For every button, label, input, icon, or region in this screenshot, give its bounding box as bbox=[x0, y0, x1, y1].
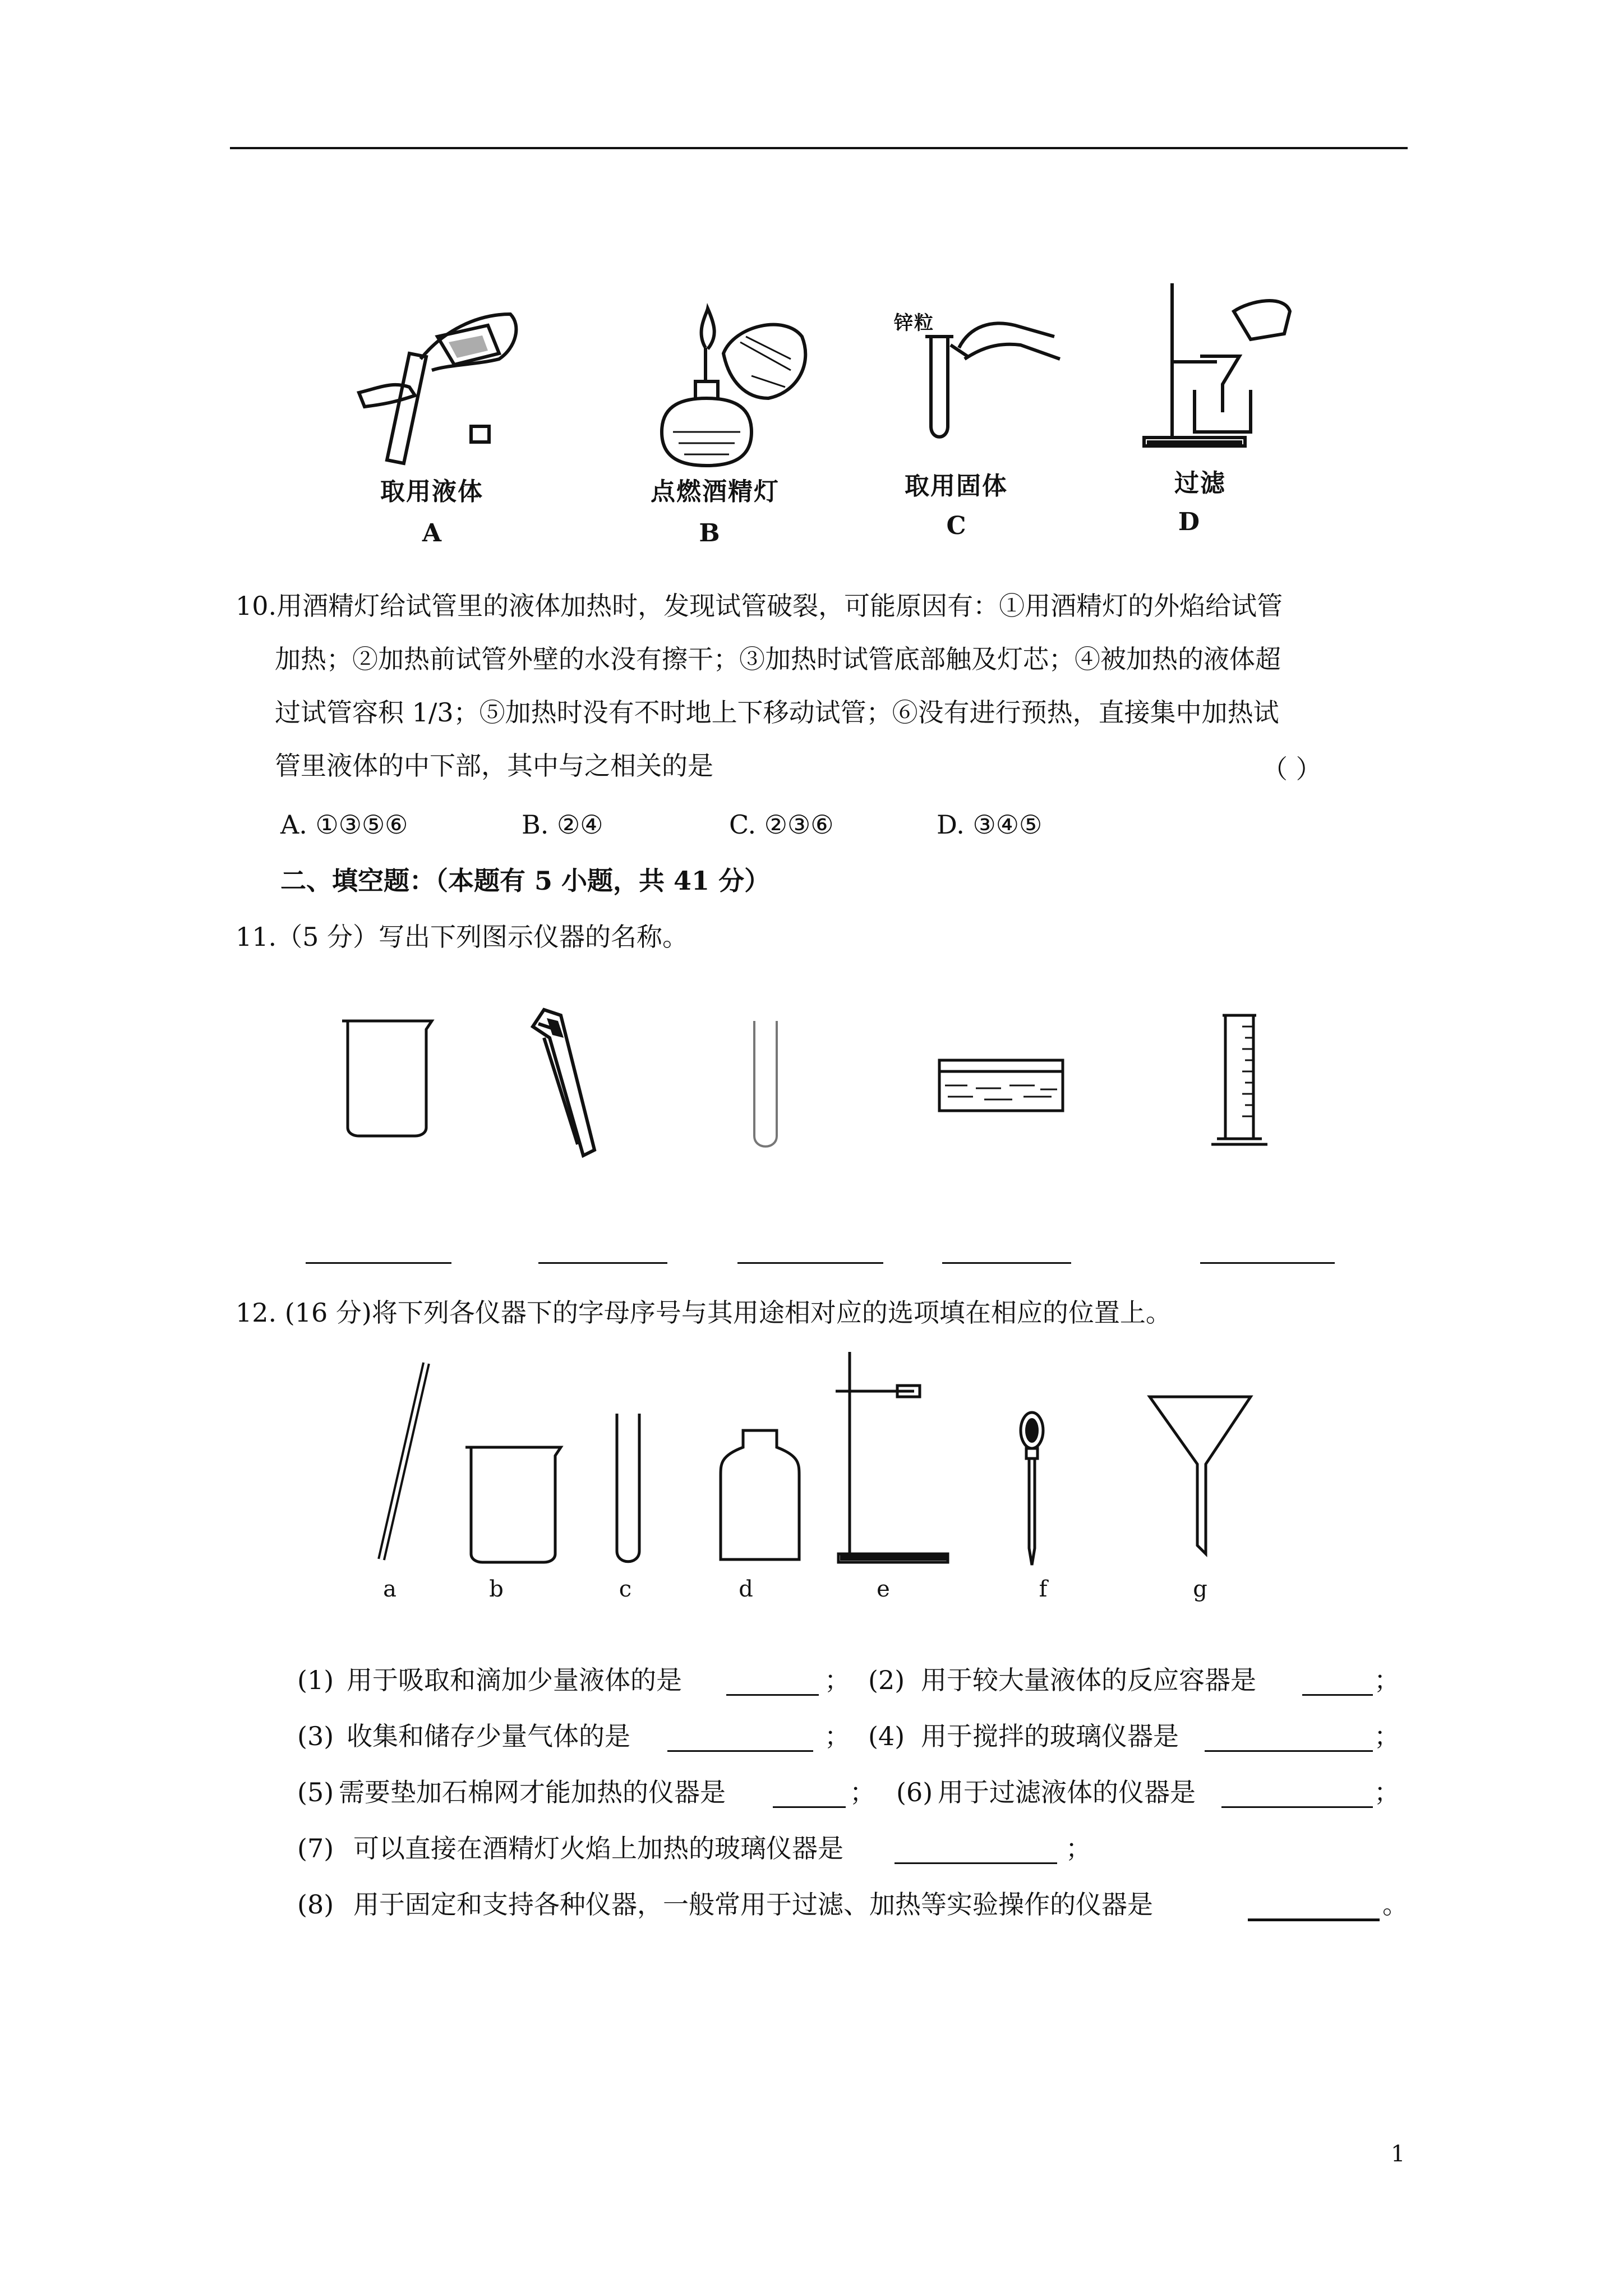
letter-c: C bbox=[946, 512, 966, 540]
caption-a: 取用液体 bbox=[380, 477, 483, 506]
q12-item-7-number: (7) bbox=[297, 1833, 334, 1864]
q12-item-2-blank[interactable] bbox=[1302, 1694, 1373, 1696]
q11-answer-blank-1[interactable] bbox=[306, 1262, 451, 1264]
q11-test-tube-clamp-icon bbox=[522, 1004, 611, 1161]
q12-dropper-icon bbox=[1015, 1408, 1049, 1571]
q12-item-6-end: ； bbox=[1374, 1777, 1400, 1807]
q10-option-c: C. ②③⑥ bbox=[729, 809, 834, 840]
q12-test-tube-icon bbox=[611, 1411, 645, 1568]
q12-item-5-number: (5) bbox=[297, 1777, 334, 1807]
q11-answer-blank-4[interactable] bbox=[942, 1262, 1071, 1264]
q12-item-8-text: 用于固定和支持各种仪器，一般常用于过滤、加热等实验操作的仪器是 bbox=[353, 1889, 1153, 1920]
q10-line-4: 管里液体的中下部，其中与之相关的是 bbox=[275, 751, 713, 781]
letter-d: D bbox=[1178, 508, 1200, 536]
q10-option-d: D. ③④⑤ bbox=[937, 809, 1043, 840]
q11-evaporating-dish-icon bbox=[934, 1055, 1068, 1116]
q12-label-g: g bbox=[1193, 1576, 1207, 1602]
q10-option-a: A. ①③⑤⑥ bbox=[280, 809, 408, 840]
q11-test-tube-icon bbox=[749, 1018, 782, 1153]
section-2-title: 二、填空题：（本题有 5 小题，共 41 分） bbox=[280, 866, 771, 896]
q12-item-2-number: (2) bbox=[868, 1665, 905, 1695]
q12-funnel-icon bbox=[1144, 1391, 1256, 1559]
letter-b: B bbox=[699, 519, 720, 547]
figure-b-lighting-lamp bbox=[639, 303, 813, 477]
q11-prompt: 11.（5 分）写出下列图示仪器的名称。 bbox=[236, 922, 689, 952]
q10-answer-paren: （ ） bbox=[1262, 754, 1322, 784]
q12-label-a: a bbox=[383, 1576, 396, 1602]
q12-item-8-blank[interactable] bbox=[1248, 1918, 1380, 1921]
q12-label-d: d bbox=[739, 1576, 753, 1602]
q11-answer-blank-5[interactable] bbox=[1200, 1262, 1335, 1264]
q12-item-1-number: (1) bbox=[297, 1665, 334, 1695]
q11-graduated-cylinder-icon bbox=[1206, 1010, 1273, 1150]
q12-item-6-number: (6) bbox=[896, 1777, 933, 1807]
q12-item-3-text: 收集和储存少量气体的是 bbox=[347, 1721, 630, 1751]
q12-item-7-end: ； bbox=[1066, 1833, 1091, 1864]
q10-option-b: B. ②④ bbox=[522, 809, 603, 840]
figure-d-filtration bbox=[1138, 283, 1307, 457]
q12-item-4-text: 用于搅拌的玻璃仪器是 bbox=[921, 1721, 1179, 1751]
q12-label-f: f bbox=[1039, 1576, 1048, 1602]
q12-gas-jar-icon bbox=[715, 1425, 805, 1568]
figure-a-liquid-pouring bbox=[348, 303, 533, 471]
letter-a: A bbox=[422, 519, 442, 547]
q12-item-8-number: (8) bbox=[297, 1889, 334, 1920]
q12-item-3-blank[interactable] bbox=[667, 1750, 813, 1752]
q12-item-2-text: 用于较大量液体的反应容器是 bbox=[921, 1665, 1256, 1695]
q12-label-b: b bbox=[489, 1576, 504, 1602]
q12-item-5-text: 需要垫加石棉网才能加热的仪器是 bbox=[339, 1777, 726, 1807]
caption-c: 取用固体 bbox=[905, 472, 1008, 500]
q12-label-c: c bbox=[619, 1576, 632, 1602]
q12-item-7-text: 可以直接在酒精灯火焰上加热的玻璃仪器是 bbox=[353, 1833, 843, 1864]
q12-label-e: e bbox=[877, 1576, 890, 1602]
label-zinc: 锌粒 bbox=[894, 312, 934, 334]
q12-item-4-blank[interactable] bbox=[1205, 1750, 1373, 1752]
q12-prompt: 12. (16 分)将下列各仪器下的字母序号与其用途相对应的选项填在相应的位置上。 bbox=[236, 1297, 1172, 1328]
q10-line-1: 10.用酒精灯给试管里的液体加热时，发现试管破裂，可能原因有：①用酒精灯的外焰给试管 bbox=[236, 591, 1283, 621]
caption-b: 点燃酒精灯 bbox=[651, 477, 780, 506]
header-rule bbox=[230, 147, 1408, 149]
q12-item-1-text: 用于吸取和滴加少量液体的是 bbox=[347, 1665, 682, 1695]
q12-item-8-end: 。 bbox=[1382, 1889, 1408, 1920]
q12-item-4-end: ； bbox=[1374, 1721, 1400, 1751]
q12-item-1-blank[interactable] bbox=[726, 1694, 819, 1696]
q12-item-6-text: 用于过滤液体的仪器是 bbox=[938, 1777, 1196, 1807]
q11-beaker-icon bbox=[336, 1015, 437, 1139]
q11-answer-blank-3[interactable] bbox=[737, 1262, 883, 1264]
figure-c-solid-taking bbox=[914, 314, 1082, 449]
q12-item-2-end: ； bbox=[1374, 1665, 1400, 1695]
q11-answer-blank-2[interactable] bbox=[538, 1262, 667, 1264]
q12-item-7-blank[interactable] bbox=[895, 1862, 1057, 1864]
caption-d: 过滤 bbox=[1174, 469, 1226, 498]
q12-item-5-sep: ； bbox=[850, 1777, 875, 1807]
q10-line-3: 过试管容积 1/3；⑤加热时没有不时地上下移动试管；⑥没有进行预热，直接集中加热试 bbox=[275, 697, 1279, 728]
q12-item-6-blank[interactable] bbox=[1221, 1806, 1373, 1808]
q12-iron-stand-icon bbox=[836, 1346, 959, 1565]
q12-item-3-sep: ； bbox=[824, 1721, 850, 1751]
q12-item-1-sep: ； bbox=[824, 1665, 850, 1695]
q12-item-4-number: (4) bbox=[868, 1721, 905, 1751]
q12-glass-rod-icon bbox=[370, 1358, 437, 1565]
q12-item-3-number: (3) bbox=[297, 1721, 334, 1751]
q12-beaker-icon bbox=[460, 1442, 566, 1565]
q12-item-5-blank[interactable] bbox=[773, 1806, 846, 1808]
page-number: 1 bbox=[1391, 2141, 1405, 2167]
q10-line-2: 加热；②加热前试管外壁的水没有擦干；③加热时试管底部触及灯芯；④被加热的液体超 bbox=[275, 644, 1281, 674]
